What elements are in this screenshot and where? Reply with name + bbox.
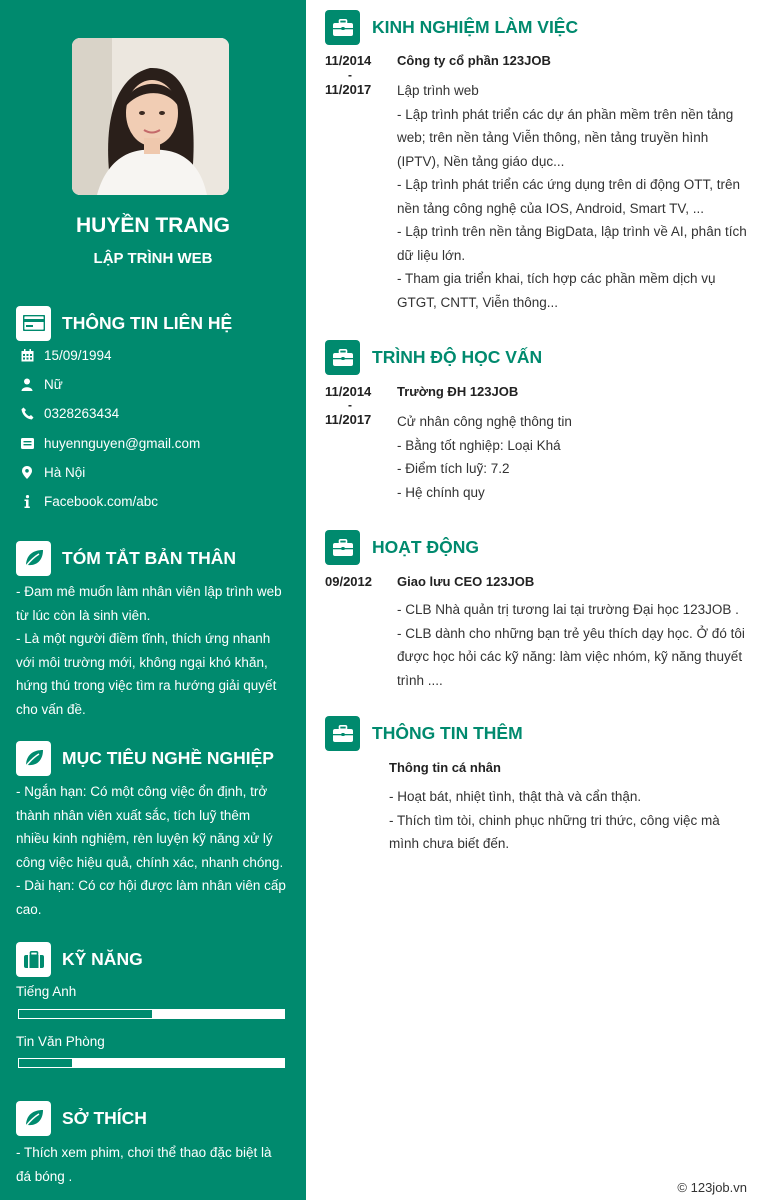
briefcase-icon (325, 10, 360, 45)
experience-line: nền tảng công nghệ của IOS, Android, Smart TV, ... (397, 200, 704, 216)
summary-line: từ lúc còn là sinh viên. (16, 607, 151, 623)
contact-phone (20, 402, 119, 424)
activities-line: - CLB Nhà quản trị tương lai tại trường Đại học 123JOB . (397, 602, 739, 617)
activities-date: 09/2012 (325, 574, 372, 589)
briefcase-icon (325, 716, 360, 751)
activities-line: được học hỏi các kỹ năng: làm việc nhóm, kỹ năng thuyết (397, 649, 743, 664)
education-description (397, 410, 747, 504)
education-school: Trường ĐH 123JOB (397, 384, 519, 399)
summary-line: cho vấn đề. (16, 701, 86, 717)
contact-text: Facebook.com/abc (44, 493, 159, 509)
skill-bar-fill (19, 1059, 72, 1067)
objective-section-title: MỤC TIÊU NGHỀ NGHIỆP (62, 747, 274, 768)
experience-line: Lập trình web (397, 83, 479, 98)
activities-line: - CLB dành cho những bạn trẻ yêu thích dạy học. Ở đó tôi (397, 625, 745, 641)
leaf-icon (16, 741, 51, 776)
location-icon (20, 465, 34, 479)
experience-section-header (325, 10, 578, 45)
experience-line: GTGT, CNTT, Viễn thông... (397, 294, 559, 310)
additional-line: - Hoạt bát, nhiệt tình, thật thà và cẩn thận. (389, 789, 642, 804)
summary-line: với môi trường mới, không ngại khó khăn, (16, 654, 268, 670)
objective-line: - Ngắn hạn: Có một công việc ổn định, trở (16, 784, 268, 799)
objective-line: cao. (16, 901, 42, 917)
info-icon (20, 494, 34, 508)
hobbies-line: - Thích xem phim, chơi thể thao đặc biệt là (16, 1145, 272, 1160)
additional-description (389, 785, 749, 856)
leaf-icon (16, 541, 51, 576)
briefcase-icon (325, 530, 360, 565)
education-section-title: TRÌNH ĐỘ HỌC VẤN (372, 347, 543, 367)
activities-section-header (325, 530, 479, 565)
contact-text: huyennguyen@gmail.com (44, 435, 201, 451)
objective-line: nhiều kinh nghiệm, rèn luyện kỹ năng xử lý (16, 831, 273, 846)
summary-line: - Là một người điềm tĩnh, thích ứng nhanh (16, 631, 271, 646)
skills-section-title: KỸ NĂNG (62, 948, 143, 969)
id-card-icon (16, 306, 51, 341)
objective-line: thành nhân viên xuất sắc, tích luỹ thêm (16, 807, 251, 823)
contact-text: 0328263434 (44, 405, 120, 421)
phone-icon (20, 406, 34, 420)
calendar-icon (20, 348, 34, 362)
profile-photo (72, 38, 229, 195)
experience-section-title: KINH NGHIỆM LÀM VIỆC (372, 17, 579, 37)
additional-line: mình chưa biết đến. (389, 836, 510, 851)
summary-text (16, 580, 288, 721)
education-line: Cử nhân công nghệ thông tin (397, 414, 572, 429)
hobbies-section-title: SỞ THÍCH (62, 1107, 147, 1128)
experience-date-dash: - (348, 68, 352, 82)
objective-section-header (16, 740, 274, 776)
experience-line: - Lập trình phát triển các dự án phần mềm trên nền tảng (397, 106, 734, 122)
additional-line: - Thích tìm tòi, chinh phục những tri thức, công việc mà (389, 812, 720, 828)
contact-location (20, 461, 85, 483)
user-icon (20, 377, 34, 391)
hobbies-text (16, 1141, 288, 1188)
experience-description (397, 79, 747, 314)
experience-date-from: 11/2014 (325, 53, 372, 68)
education-section-header (325, 340, 542, 375)
candidate-role: LẬP TRÌNH WEB (93, 250, 213, 267)
experience-line: dữ liệu lớn. (397, 247, 466, 263)
education-line: - Điểm tích luỹ: 7.2 (397, 461, 510, 476)
education-line: - Bằng tốt nghiệp: Loại Khá (397, 437, 561, 453)
education-date-from: 11/2014 (325, 384, 372, 399)
objective-text (16, 780, 288, 921)
experience-line: web; trên nền tảng Viễn thông, nền tảng truyền hình (397, 130, 709, 145)
objective-line: - Dài hạn: Có cơ hội được làm nhân viên cấp (16, 878, 286, 893)
additional-subtitle: Thông tin cá nhân (389, 760, 501, 775)
briefcase-icon (325, 340, 360, 375)
leaf-icon (16, 1101, 51, 1136)
summary-line: hứng thú trong việc tìm ra hướng giải quyết (16, 678, 277, 693)
contact-birthdate (20, 344, 112, 366)
contact-facebook (20, 490, 158, 512)
summary-section-title: TÓM TẮT BẢN THÂN (62, 547, 237, 568)
summary-section-header (16, 540, 236, 576)
skill-label: Tiếng Anh (16, 984, 77, 999)
contact-gender (20, 373, 63, 395)
additional-section-header (325, 716, 523, 751)
experience-company: Công ty cổ phần 123JOB (397, 53, 551, 68)
hobbies-line: đá bóng . (16, 1168, 73, 1184)
contact-section-header (16, 305, 232, 341)
skills-section-header (16, 941, 143, 977)
objective-line: công việc hiệu quả, chính xác, nhanh chóng. (16, 854, 284, 870)
activities-line: trình .... (397, 672, 443, 688)
copyright-footer: © 123job.vn (677, 1180, 747, 1195)
activities-description (397, 598, 747, 692)
hobbies-section-header (16, 1100, 147, 1136)
portrait-image (72, 38, 229, 195)
email-icon (20, 436, 34, 450)
experience-line: - Tham gia triển khai, tích hợp các phần mềm dịch vụ (397, 271, 716, 286)
skill-label: Tin Văn Phòng (16, 1034, 105, 1049)
experience-line: - Lập trình trên nền tảng BigData, lập trình về AI, phân tích (397, 224, 747, 239)
contact-text: Nữ (44, 376, 63, 392)
contact-text: Hà Nội (44, 464, 86, 480)
contact-email (20, 432, 200, 454)
additional-section-title: THÔNG TIN THÊM (372, 723, 523, 743)
experience-line: (IPTV), Nền tảng giáo dục... (397, 153, 565, 169)
candidate-name: HUYỀN TRANG (75, 214, 230, 237)
sidebar (0, 0, 306, 1200)
summary-line: - Đam mê muốn làm nhân viên lập trình web (16, 584, 282, 599)
education-date-dash: - (348, 398, 352, 412)
activities-section-title: HOẠT ĐỘNG (372, 537, 479, 557)
skill-bar (18, 1009, 285, 1019)
experience-date-to: 11/2017 (325, 82, 372, 97)
contact-text: 15/09/1994 (44, 347, 112, 363)
education-line: - Hệ chính quy (397, 484, 485, 500)
education-date-to: 11/2017 (325, 412, 372, 427)
experience-line: - Lập trình phát triển các ứng dụng trên di động OTT, trên (397, 177, 740, 192)
briefcase-icon (16, 942, 51, 977)
activities-event: Giao lưu CEO 123JOB (397, 574, 535, 589)
skill-bar (18, 1058, 285, 1068)
skill-bar-fill (19, 1010, 152, 1018)
contact-section-title: THÔNG TIN LIÊN HỆ (62, 312, 233, 333)
